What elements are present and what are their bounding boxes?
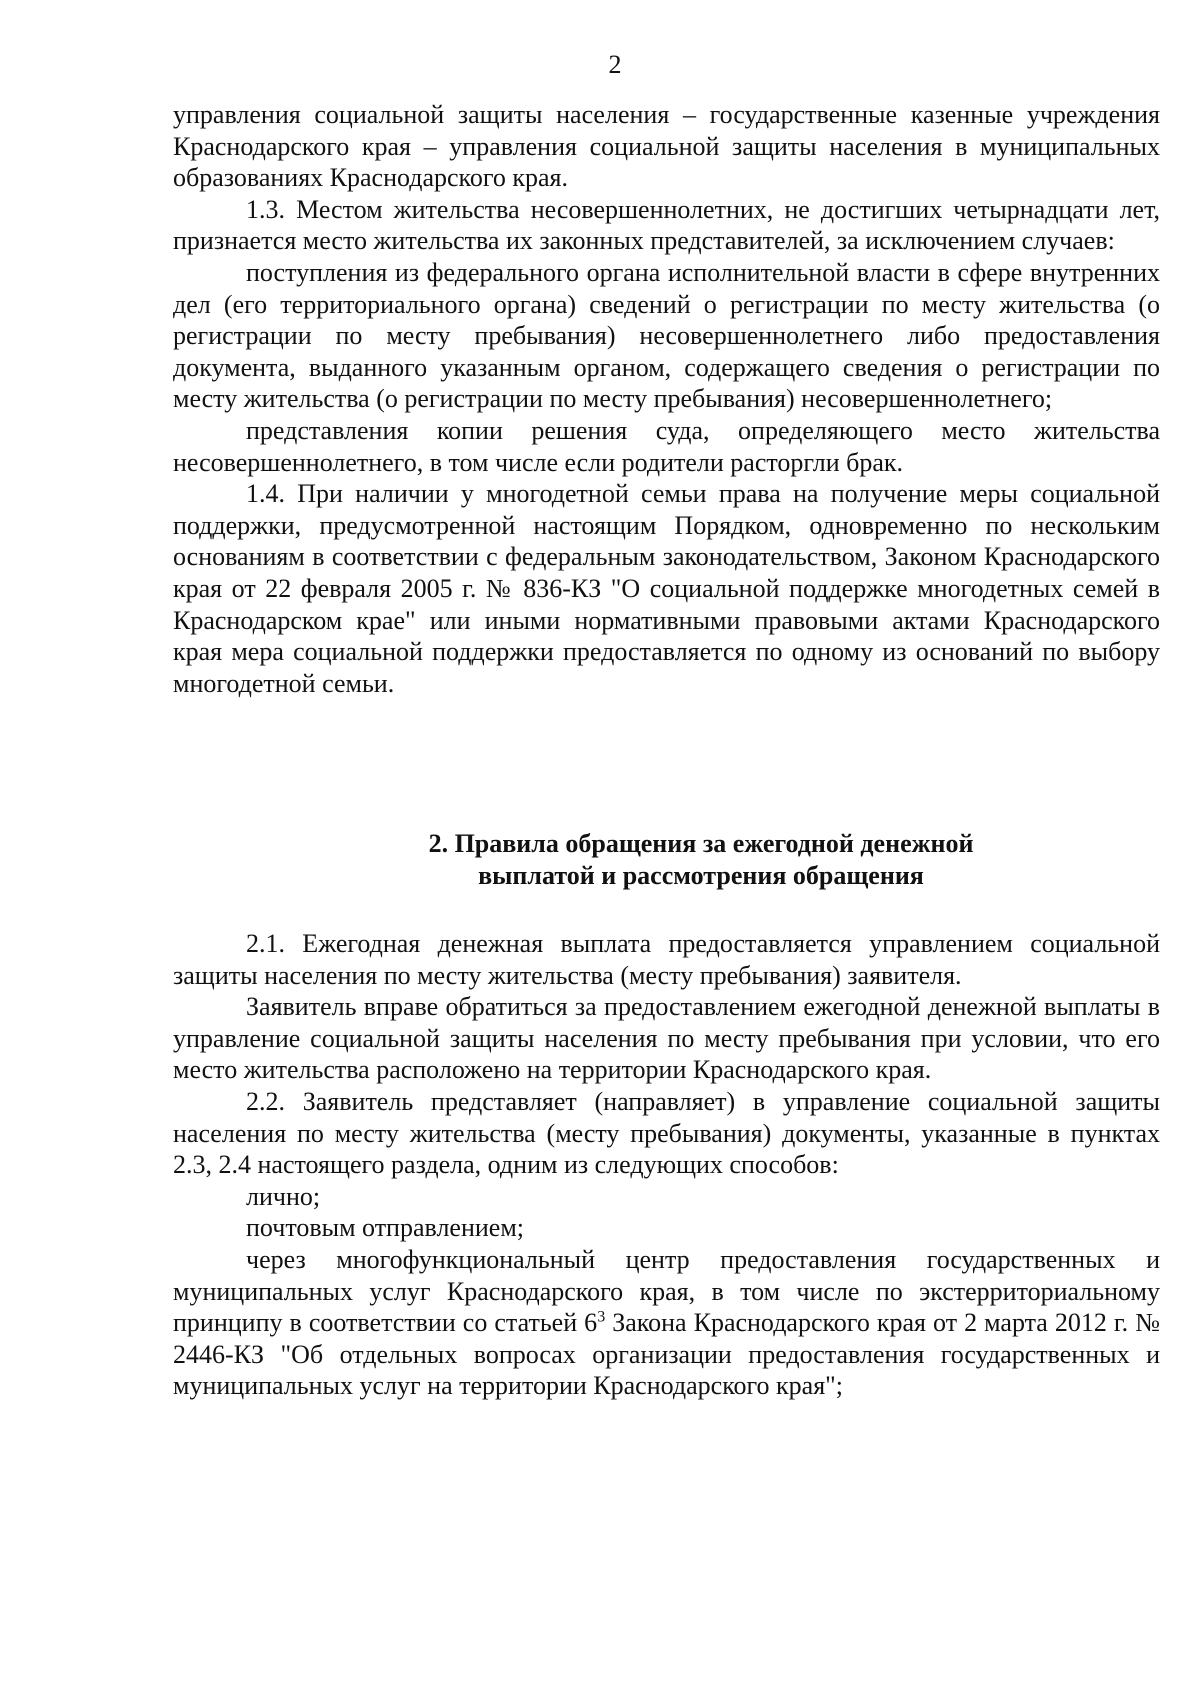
section-1-text [173,99,1160,699]
method-mfc-text-start: через многофункциональный центр предоставления государственных и муниципальных услуг Краснодарского края, в том числе по экстерриториальному принципу в соответствии со статьей 6 [173,1244,1160,1338]
section-2-heading [173,828,1200,892]
paragraph-2-1: 2.1. Ежегодная денежная выплата предоставляется управлением социальной защиты населения по месту жительства (месту пребывания) заявителя. [173,929,1160,990]
article-superscript: 3 [597,1308,606,1326]
paragraph-2-2: 2.2. Заявитель представляет (направляет) в управление социальной защиты населения по месту жительства (месту пребывания) документы, указанные в пунктах 2.3, 2.4 настоящего раздела, одним из следующих способов: [173,1086,1160,1180]
section-2-heading-line-1: 2. Правила обращения за ежегодной денежной [428,829,974,858]
paragraph-1-4: 1.4. При наличии у многодетной семьи права на получение меры социальной поддержки, предусмотренной настоящим Порядком, одновременно по нескольким основаниям в соответствии с федеральным законодательством, Законом Краснодарского края от 22 февраля 2005 г. № 836-КЗ "О социальной поддержке многодетных семей в Краснодарском крае" или иными нормативными правовыми актами Краснодарского края мера социальной поддержки предоставляется по одному из оснований по выбору многодетной семьи. [173,479,1160,698]
page-number: 2 [608,50,622,79]
paragraph-continuation: управления социальной защиты населения – государственные казенные учреждения Краснодарского края – управления социальной защиты населения в муниципальных образованиях Краснодарского края. [173,100,1160,193]
paragraph-1-3-case-2: представления копии решения суда, определяющего место жительства несовершеннолетнего, в том числе если родители расторгли брак. [173,415,1160,477]
method-postal: почтовым отправлением; [246,1213,525,1243]
paragraph-1-3: 1.3. Местом жительства несовершеннолетних, не достигших четырнадцати лет, признается место жительства их законных представителей, за исключением случаев: [173,194,1160,256]
method-in-person: лично; [246,1181,321,1211]
section-2-text [173,928,1160,1402]
paragraph-1-3-case-1: поступления из федерального органа исполнительной власти в сфере внутренних дел (его территориального органа) сведений о регистрации по месту жительства (о регистрации по месту пребывания) несовершеннолетнего либо предоставления документа, выданного указанным органом, содержащего сведения о регистрации по месту жительства (о регистрации по месту пребывания) несовершеннолетнего; [173,257,1160,414]
section-2-heading-line-2: выплатой и рассмотрения обращения [478,861,924,890]
method-mfc-text-end: Закона Краснодарского края от 2 марта 2012 г. № 2446-КЗ "Об отдельных вопросах организации предоставления государственных и муниципальных услуг на территории Краснодарского края"; [173,1308,1160,1401]
method-mfc [173,1244,1160,1402]
paragraph-2-1-applicant: Заявитель вправе обратиться за предоставлением ежегодной денежной выплаты в управление социальной защиты населения по месту пребывания при условии, что его место жительства расположено на территории Краснодарского края. [173,992,1160,1085]
